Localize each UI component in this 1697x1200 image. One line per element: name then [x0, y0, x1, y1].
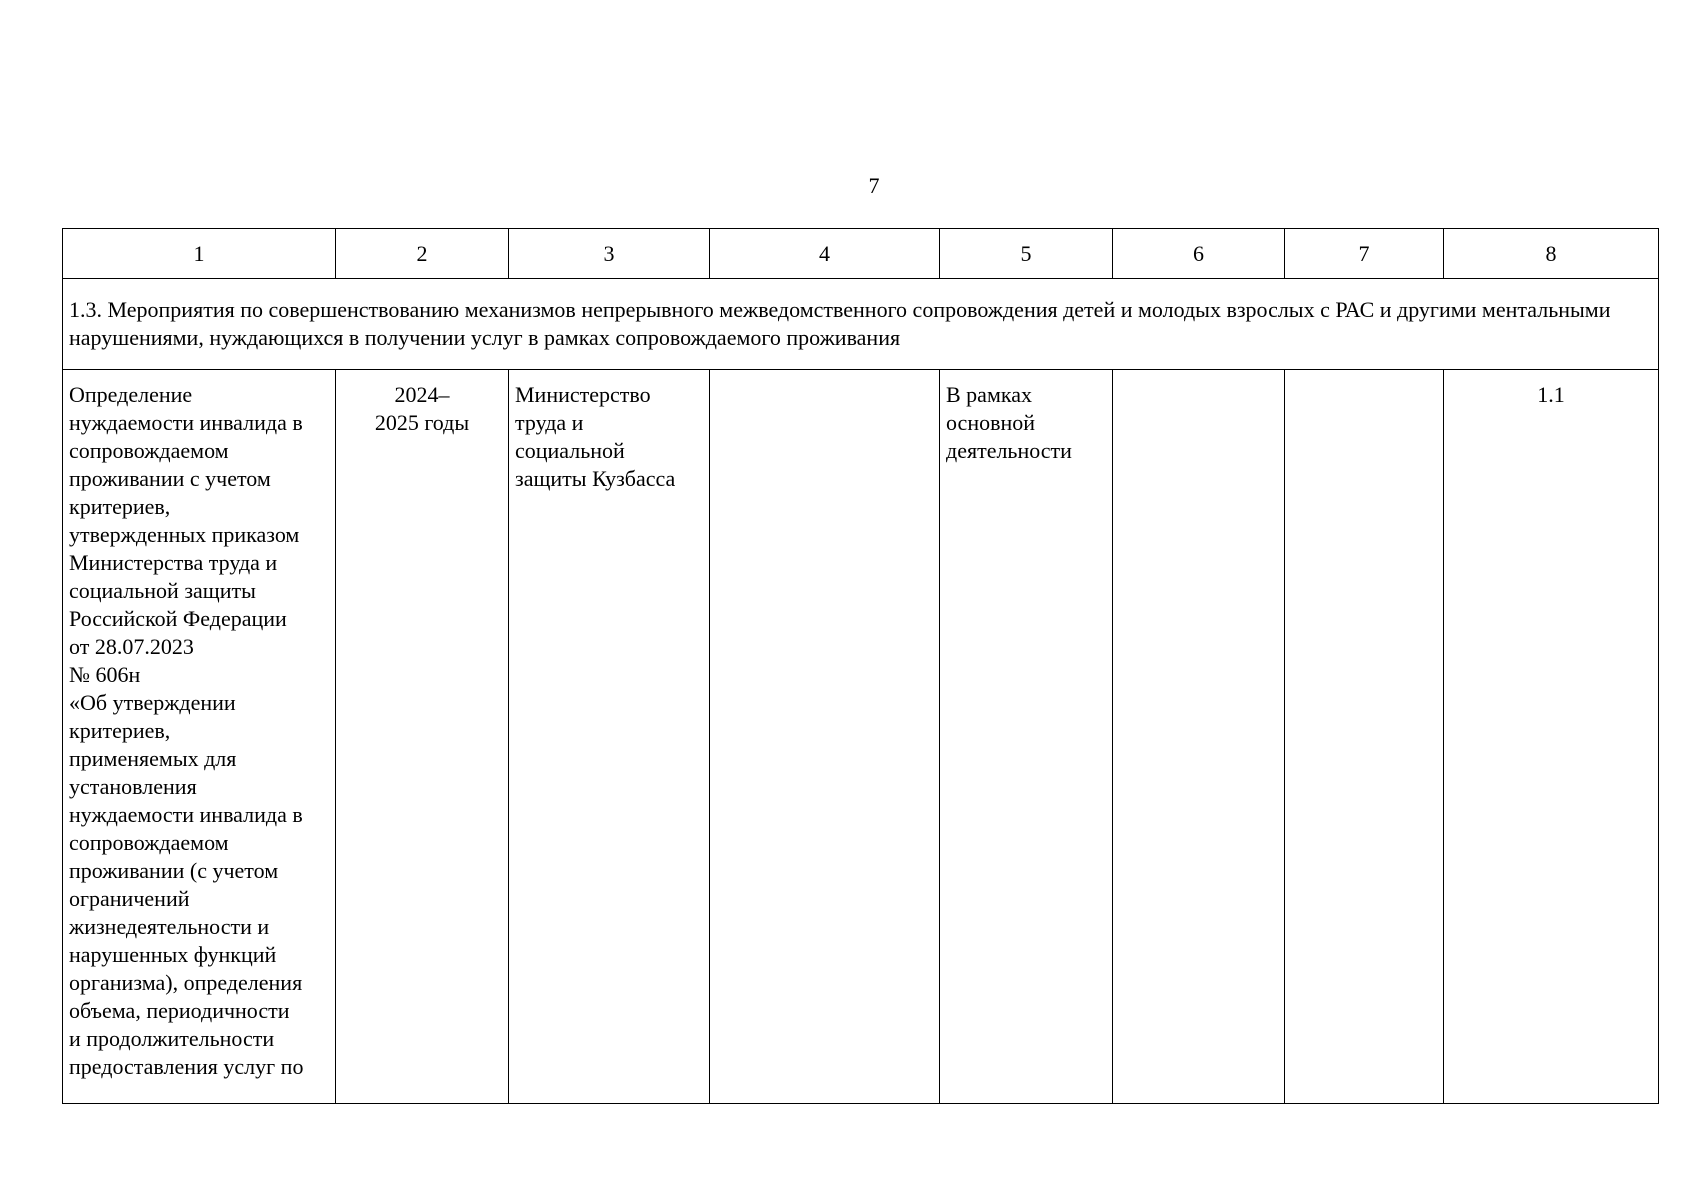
header-cell-8: 8 [1444, 229, 1659, 279]
cell-line: Определение [69, 382, 193, 407]
cell-line: Российской Федерации [69, 606, 287, 631]
cell-line: объема, периодичности [69, 998, 290, 1023]
cell-line: «Об утверждении [69, 690, 236, 715]
cell-line: 2024– [394, 382, 450, 407]
cell-indicator: 1.1 [1444, 370, 1659, 1104]
cell-line: нарушенных функций [69, 942, 277, 967]
table-header-row [63, 229, 1659, 279]
cell-line: № 606н [69, 662, 141, 687]
cell-line: социальной защиты [69, 578, 256, 603]
page-number: 7 [868, 173, 880, 198]
cell-line: жизнедеятельности и [69, 914, 270, 939]
header-cell-4: 4 [710, 229, 940, 279]
cell-funding [940, 370, 1113, 1104]
cell-line: нуждаемости инвалида в [69, 410, 303, 435]
section-title: 1.3. Мероприятия по совершенствованию механизмов непрерывного межведомственного сопровождения детей и молодых взрослых с РАС и другими ментальными нарушениями, нуждающихся в получении услуг в рамках сопровождаемого проживания [63, 279, 1659, 370]
cell-line: организма), определения [69, 970, 303, 995]
cell-line: от 28.07.2023 [69, 634, 194, 659]
cell-line: сопровождаемом [69, 438, 229, 463]
cell-measure-description [63, 370, 336, 1104]
cell-line: применяемых для [69, 746, 237, 771]
cell-responsible [509, 370, 710, 1104]
cell-line: проживании с учетом [69, 466, 271, 491]
cell-line: утвержденных приказом [69, 522, 300, 547]
header-cell-7: 7 [1285, 229, 1444, 279]
cell-line: деятельности [946, 438, 1072, 463]
cell-period [336, 370, 509, 1104]
cell-line: нуждаемости инвалида в [69, 802, 303, 827]
table-row [63, 370, 1659, 1104]
cell-line: критериев, [69, 494, 171, 519]
cell-line: Министерство [515, 382, 651, 407]
cell-line: Министерства труда и [69, 550, 278, 575]
cell-line: ограничений [69, 886, 190, 911]
cell-col6 [1113, 370, 1285, 1104]
cell-line: труда и [515, 410, 584, 435]
cell-line: установления [69, 774, 197, 799]
cell-col7 [1285, 370, 1444, 1104]
cell-line: предоставления услуг по [69, 1054, 304, 1079]
section-row [63, 279, 1659, 370]
cell-line: критериев, [69, 718, 171, 743]
measures-table [62, 228, 1659, 1104]
cell-col4 [710, 370, 940, 1104]
cell-line: проживании (с учетом [69, 858, 279, 883]
header-cell-3: 3 [509, 229, 710, 279]
cell-line: 2025 годы [374, 410, 470, 435]
cell-line: защиты Кузбасса [515, 466, 676, 491]
cell-line: сопровождаемом [69, 830, 229, 855]
cell-line: социальной [515, 438, 625, 463]
cell-line: В рамках [946, 382, 1032, 407]
header-cell-6: 6 [1113, 229, 1285, 279]
cell-line: основной [946, 410, 1036, 435]
cell-line: и продолжительности [69, 1026, 275, 1051]
header-cell-1: 1 [63, 229, 336, 279]
header-cell-5: 5 [940, 229, 1113, 279]
header-cell-2: 2 [336, 229, 509, 279]
